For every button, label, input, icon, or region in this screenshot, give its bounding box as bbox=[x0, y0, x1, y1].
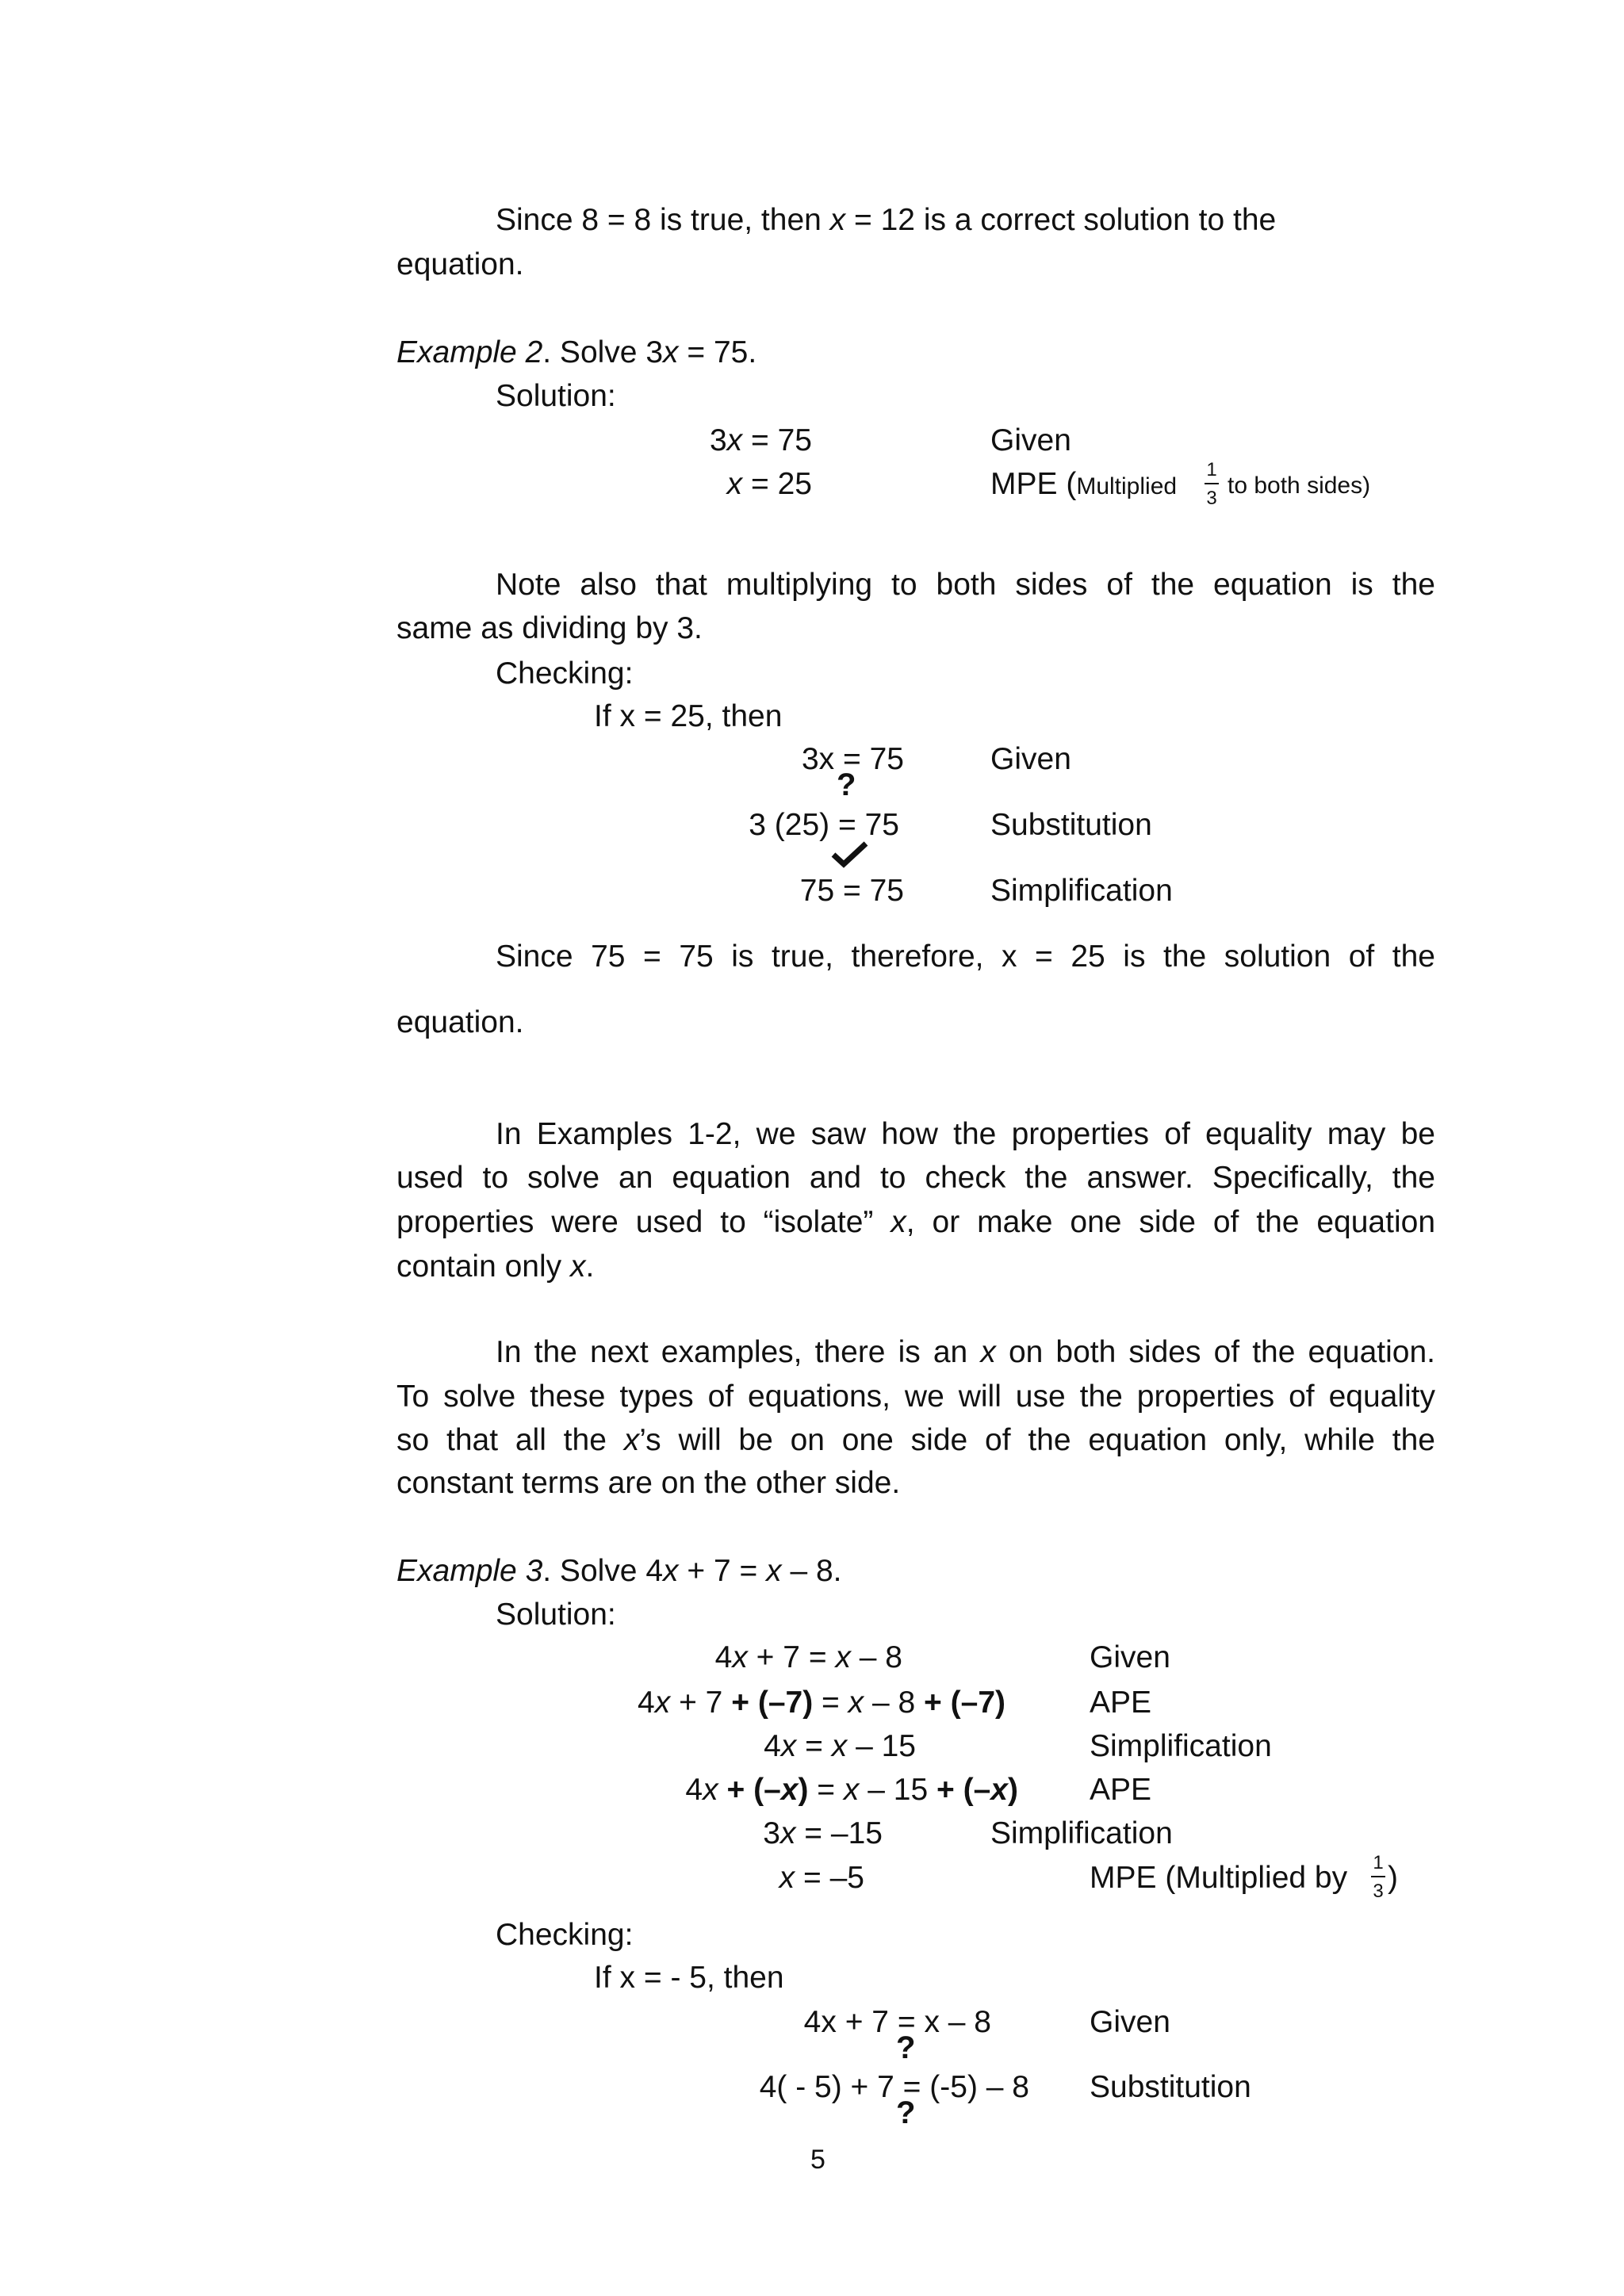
example-3-step-6-reason: MPE (Multiplied by bbox=[1090, 1861, 1348, 1895]
example-3-if-line: If x = - 5, then bbox=[594, 1961, 784, 1995]
example-3-step-2-reason: APE bbox=[1090, 1686, 1152, 1720]
example-3-step-6-reason-tail: ) bbox=[1388, 1861, 1398, 1895]
example-3-step-4-equation: 4x + (–x) = x – 15 + (–x) bbox=[685, 1773, 1018, 1807]
example-2-if-line: If x = 25, then bbox=[594, 699, 783, 733]
example-3-fraction-denominator: 3 bbox=[1373, 1881, 1384, 1902]
check-mark-icon bbox=[831, 840, 869, 869]
question-mark-icon: ? bbox=[837, 767, 856, 802]
example-3-fraction-bar bbox=[1371, 1876, 1385, 1877]
example-2-step-2-reason: MPE (Multiplied bbox=[990, 467, 1178, 501]
example-2-check-3-reason: Simplification bbox=[990, 874, 1173, 908]
example-3-solution-label: Solution: bbox=[496, 1598, 616, 1632]
example-3-check-1-reason: Given bbox=[1090, 2005, 1170, 2039]
question-mark-icon: ? bbox=[896, 2030, 916, 2065]
example-2-check-2-equation: 3 (25) = 75 bbox=[749, 808, 899, 842]
example-3-check-1-equation: 4x + 7 = x – 8 bbox=[803, 2005, 991, 2039]
example-3-step-6-equation: x = –5 bbox=[779, 1861, 864, 1895]
example-2-step-1-reason: Given bbox=[990, 423, 1071, 457]
example-3-step-3-equation: 4x = x – 15 bbox=[764, 1729, 916, 1763]
example-3-step-5-reason: Simplification bbox=[990, 1816, 1173, 1850]
paragraph-1-line-4: contain only x. bbox=[396, 1249, 595, 1284]
paragraph-1-line-3: properties were used to “isolate” x, or make one side of the equation bbox=[396, 1205, 1436, 1239]
example-3-step-1-reason: Given bbox=[1090, 1640, 1170, 1674]
intro-line-1: Since 8 = 8 is true, then x = 12 is a correct solution to the bbox=[496, 203, 1277, 237]
example-3-check-2-reason: Substitution bbox=[1090, 2070, 1251, 2104]
paragraph-1-line-1: In Examples 1-2, we saw how the properties of equality may be bbox=[496, 1117, 1435, 1151]
example-3-step-1-equation: 4x + 7 = x – 8 bbox=[714, 1640, 902, 1674]
example-3-step-5-equation: 3x = –15 bbox=[763, 1816, 883, 1850]
paragraph-1-line-2: used to solve an equation and to check the answer. Specifically, the bbox=[396, 1161, 1435, 1195]
question-mark-icon: ? bbox=[896, 2095, 916, 2130]
example-2-title: Example 2. Solve 3x = 75. bbox=[396, 335, 757, 369]
paragraph-2-line-3: so that all the x’s will be on one side of the equation only, while the bbox=[396, 1423, 1435, 1457]
example-2-check-3-equation: 75 = 75 bbox=[799, 874, 904, 908]
example-3-step-4-reason: APE bbox=[1090, 1773, 1152, 1807]
example-2-note-line-2: same as dividing by 3. bbox=[396, 611, 703, 645]
page-number: 5 bbox=[810, 2145, 825, 2175]
example-2-step-2-equation: x = 25 bbox=[726, 467, 812, 501]
example-2-check-2-reason: Substitution bbox=[990, 808, 1152, 842]
example-2-solution-label: Solution: bbox=[496, 379, 616, 413]
paragraph-2-line-2: To solve these types of equations, we will use the properties of equality bbox=[396, 1380, 1435, 1414]
example-3-check-2-equation: 4( - 5) + 7 = (-5) – 8 bbox=[759, 2070, 1029, 2104]
example-2-fraction-denominator: 3 bbox=[1206, 488, 1217, 509]
example-2-step-1-equation: 3x = 75 bbox=[709, 423, 812, 457]
intro-line-2: equation. bbox=[396, 247, 524, 281]
example-2-fraction-numerator: 1 bbox=[1206, 459, 1217, 480]
example-2-note-line-1: Note also that multiplying to both sides of the equation is the bbox=[496, 568, 1435, 602]
example-2-step-2-reason-tail: to both sides) bbox=[1228, 473, 1371, 499]
example-3-checking-label: Checking: bbox=[496, 1918, 634, 1952]
example-3-step-2-equation: 4x + 7 + (–7) = x – 8 + (–7) bbox=[638, 1686, 1005, 1720]
example-2-conclusion-line-1: Since 75 = 75 is true, therefore, x = 25 is the solution of the bbox=[496, 939, 1435, 974]
paragraph-2-line-1: In the next examples, there is an x on both sides of the equation. bbox=[496, 1335, 1435, 1369]
example-2-conclusion-line-2: equation. bbox=[396, 1005, 524, 1039]
example-2-check-1-reason: Given bbox=[990, 742, 1071, 776]
example-2-fraction-bar bbox=[1205, 483, 1219, 484]
example-3-fraction-numerator: 1 bbox=[1373, 1852, 1384, 1873]
paragraph-2-line-4: constant terms are on the other side. bbox=[396, 1466, 901, 1500]
example-2-check-1-equation: 3x = 75 bbox=[801, 742, 904, 776]
example-3-title: Example 3. Solve 4x + 7 = x – 8. bbox=[396, 1554, 842, 1588]
example-3-step-3-reason: Simplification bbox=[1090, 1729, 1272, 1763]
example-2-checking-label: Checking: bbox=[496, 656, 634, 691]
